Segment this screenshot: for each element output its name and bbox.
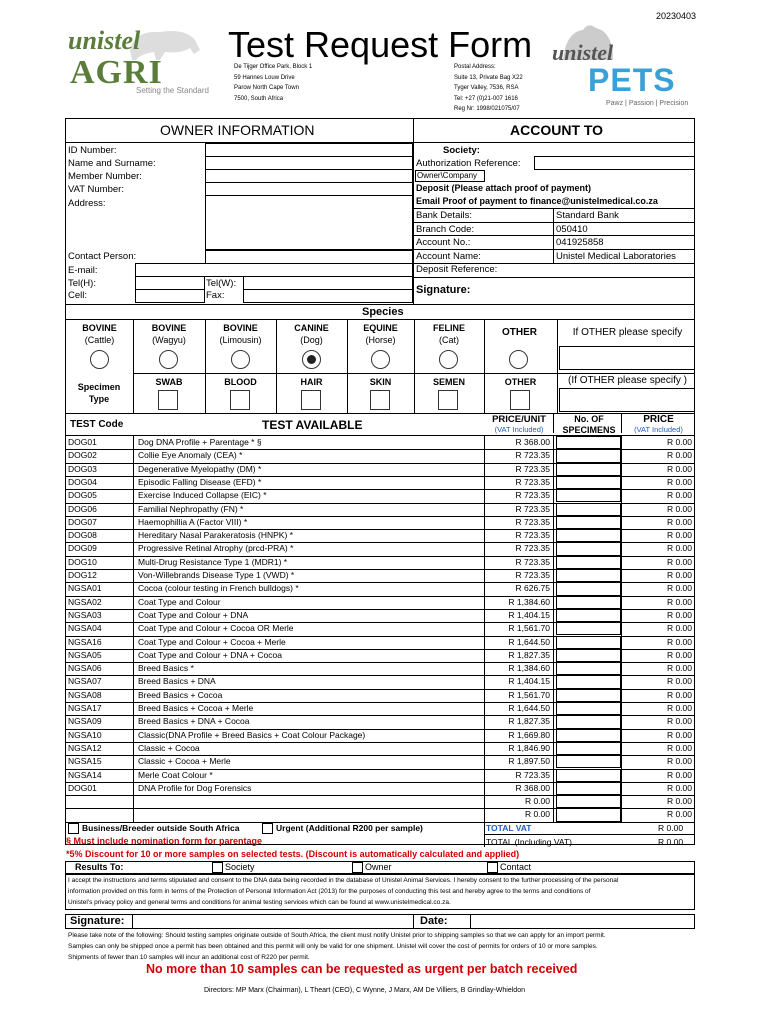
member-input[interactable] bbox=[205, 169, 413, 183]
specimen-count-input[interactable] bbox=[556, 649, 621, 662]
test-name: Familial Nephropathy (FN) * bbox=[138, 503, 244, 514]
species-label: FELINE (Cat) bbox=[432, 323, 465, 345]
specimen-type-label: HAIR bbox=[300, 377, 323, 387]
specimen-other-specify: (If OTHER please specify ) bbox=[568, 375, 687, 386]
test-code: NGSA02 bbox=[68, 596, 102, 607]
depref-label: Deposit Reference: bbox=[416, 264, 498, 275]
specimen-label: Specimen Type bbox=[77, 382, 121, 404]
test-code: DOG05 bbox=[68, 490, 97, 501]
row-price: R 0.00 bbox=[666, 556, 692, 567]
species-label: CANINE (Dog) bbox=[294, 323, 329, 345]
test-name: Classic(DNA Profile + Breed Basics + Coat Colour Package) bbox=[138, 729, 366, 740]
test-code: NGSA05 bbox=[68, 649, 102, 660]
species-label: BOVINE (Limousin) bbox=[219, 323, 262, 345]
specimen-count-input[interactable] bbox=[556, 675, 621, 688]
note-line-1: Please take note of the following: Should testing samples originate outside of South Africa, the client must notify Unistel prior to shipping samples so that we can apply for an import permit. bbox=[68, 932, 606, 939]
deposit-label: Deposit (Please attach proof of payment) bbox=[416, 183, 592, 193]
specimen-count-input[interactable] bbox=[556, 489, 621, 502]
row-price: R 0.00 bbox=[666, 703, 692, 713]
accno-value: 041925858 bbox=[556, 237, 604, 248]
specimen-count-input[interactable] bbox=[556, 503, 621, 516]
test-name: Coat Type and Colour + Cocoa OR Merle bbox=[138, 623, 294, 634]
urgent-label: Urgent (Additional R200 per sample) bbox=[276, 823, 423, 833]
society-label: Society: bbox=[443, 145, 480, 156]
test-code: DOG12 bbox=[68, 570, 97, 580]
test-name: Breed Basics * bbox=[138, 663, 194, 674]
species-radio[interactable] bbox=[439, 350, 458, 369]
row-price: R 0.00 bbox=[666, 636, 692, 647]
test-name: Classic + Cocoa + Merle bbox=[138, 756, 231, 767]
owner-company-option[interactable]: Owner\Company bbox=[415, 170, 485, 182]
test-code: NGSA06 bbox=[68, 663, 102, 674]
id-label: ID Number: bbox=[68, 145, 117, 156]
test-name: Merle Coat Colour * bbox=[138, 769, 213, 780]
postal-address: Postal Address: Suite 13, Private Bag X22 Tyger Valley, 7536, RSA Tel: +27 (0)21-007 1616 Reg Nr: 1998/021075/07 bbox=[454, 64, 523, 112]
test-code: DOG08 bbox=[68, 530, 97, 541]
row-price: R 0.00 bbox=[666, 689, 692, 700]
col-price-unit: PRICE/UNIT bbox=[492, 414, 546, 425]
specimen-type-checkbox[interactable] bbox=[438, 390, 458, 410]
document-number: 20230403 bbox=[656, 11, 697, 21]
specimen-count-input[interactable] bbox=[556, 689, 621, 702]
test-code: NGSA17 bbox=[68, 703, 102, 713]
results-society-checkbox[interactable] bbox=[212, 862, 223, 873]
specimen-count-input[interactable] bbox=[556, 516, 621, 529]
price-unit: R 1,827.35 bbox=[508, 716, 550, 727]
price-unit: R 723.35 bbox=[515, 516, 550, 527]
test-name: Von-Willebrands Disease Type 1 (VWD) * bbox=[138, 570, 295, 580]
price-unit: R 1,897.50 bbox=[508, 756, 550, 767]
specimen-count-input[interactable] bbox=[556, 755, 621, 768]
row-price: R 0.00 bbox=[666, 769, 692, 780]
vat-label: VAT Number: bbox=[68, 184, 124, 195]
address-input[interactable] bbox=[205, 195, 413, 250]
business-checkbox[interactable] bbox=[68, 823, 79, 834]
specimen-count-input[interactable] bbox=[556, 436, 621, 449]
test-code: NGSA08 bbox=[68, 689, 102, 700]
specimen-count-input[interactable] bbox=[556, 542, 621, 555]
specimen-count-input[interactable] bbox=[556, 463, 621, 476]
results-contact-checkbox[interactable] bbox=[487, 862, 498, 873]
contact-input[interactable] bbox=[205, 250, 413, 264]
row-price: R 0.00 bbox=[666, 609, 692, 620]
cell-input[interactable] bbox=[135, 289, 205, 303]
test-code: DOG06 bbox=[68, 503, 97, 514]
row-price: R 0.00 bbox=[666, 476, 692, 487]
specimen-type-checkbox[interactable] bbox=[370, 390, 390, 410]
consent-line-2: information provided on this form in terms of the Protection of Personal Information Act (2013) for the purposes of conducting this test and hereby agree to the terms and conditions of bbox=[68, 888, 591, 895]
total-vat-value: R 0.00 bbox=[658, 823, 684, 833]
test-code: NGSA15 bbox=[68, 756, 102, 767]
test-code: DOG07 bbox=[68, 516, 97, 527]
price-unit: R 723.35 bbox=[515, 503, 550, 514]
vat-input[interactable] bbox=[205, 182, 413, 196]
test-code: NGSA04 bbox=[68, 623, 102, 634]
price-unit: R 723.35 bbox=[515, 450, 550, 461]
specimen-count-input[interactable] bbox=[556, 449, 621, 462]
col-test-available: TEST AVAILABLE bbox=[262, 418, 363, 432]
total-label: TOTAL (Including VAT) bbox=[486, 837, 572, 847]
test-name: Hereditary Nasal Parakeratosis (HNPK) * bbox=[138, 530, 293, 541]
specimen-count-input[interactable] bbox=[556, 808, 621, 821]
specimen-type-checkbox[interactable] bbox=[230, 390, 250, 410]
total-value: R 0.00 bbox=[658, 837, 684, 847]
specimen-type-checkbox[interactable] bbox=[158, 390, 178, 410]
specimen-count-input[interactable] bbox=[556, 729, 621, 742]
species-other-specify: If OTHER please specify bbox=[572, 327, 683, 338]
specimen-count-input[interactable] bbox=[556, 609, 621, 622]
price-unit: R 1,669.80 bbox=[508, 729, 550, 740]
results-owner-checkbox[interactable] bbox=[352, 862, 363, 873]
row-price: R 0.00 bbox=[666, 716, 692, 727]
bank-value: Standard Bank bbox=[556, 210, 619, 221]
name-input[interactable] bbox=[205, 156, 413, 170]
specimen-count-input[interactable] bbox=[556, 622, 621, 635]
test-code: DOG04 bbox=[68, 476, 97, 487]
signature-label: Signature: bbox=[70, 915, 125, 927]
species-label: BOVINE (Wagyu) bbox=[151, 323, 187, 345]
test-name: Degenerative Myelopathy (DM) * bbox=[138, 463, 262, 474]
id-input[interactable] bbox=[205, 143, 413, 157]
specimen-other-input[interactable] bbox=[559, 388, 695, 412]
row-price: R 0.00 bbox=[666, 809, 692, 820]
species-other-input[interactable] bbox=[559, 346, 695, 370]
test-name: Collie Eye Anomaly (CEA) * bbox=[138, 450, 243, 461]
specimen-count-input[interactable] bbox=[556, 569, 621, 582]
row-price: R 0.00 bbox=[666, 516, 692, 527]
price-unit: R 0.00 bbox=[524, 796, 550, 807]
telw-input[interactable] bbox=[243, 276, 413, 290]
price-unit: R 368.00 bbox=[515, 782, 550, 793]
auth-label: Authorization Reference: bbox=[416, 158, 521, 169]
price-unit: R 723.35 bbox=[515, 570, 550, 580]
price-unit: R 1,561.70 bbox=[508, 689, 550, 700]
test-name: Coat Type and Colour bbox=[138, 596, 221, 607]
telh-input[interactable] bbox=[135, 276, 205, 290]
unistel-agri-logo: unistel AGRI Setting the Standard bbox=[64, 20, 214, 100]
test-name: Breed Basics + Cocoa bbox=[138, 689, 223, 700]
species-radio[interactable] bbox=[231, 350, 250, 369]
branch-value: 050410 bbox=[556, 224, 588, 235]
test-code: DOG01 bbox=[68, 437, 97, 447]
row-price: R 0.00 bbox=[666, 463, 692, 474]
test-code: DOG09 bbox=[68, 543, 97, 554]
telh-label: Tel(H): bbox=[68, 278, 96, 289]
price-unit: R 723.35 bbox=[515, 476, 550, 487]
date-input[interactable] bbox=[471, 915, 694, 928]
test-name: Cocoa (colour testing in French bulldogs) * bbox=[138, 583, 299, 594]
species-other-label: OTHER bbox=[502, 327, 537, 338]
contact-label: Contact Person: bbox=[68, 251, 137, 262]
specimen-type-checkbox[interactable] bbox=[510, 390, 530, 410]
specimen-count-input[interactable] bbox=[556, 769, 621, 782]
row-price: R 0.00 bbox=[666, 570, 692, 580]
test-code: NGSA01 bbox=[68, 583, 102, 594]
address-label: Address: bbox=[68, 198, 106, 209]
row-price: R 0.00 bbox=[666, 623, 692, 634]
specimen-count-input[interactable] bbox=[556, 596, 621, 609]
page-title: Test Request Form bbox=[228, 24, 533, 65]
price-unit: R 368.00 bbox=[515, 437, 550, 447]
row-price: R 0.00 bbox=[666, 782, 692, 793]
species-radio[interactable] bbox=[90, 350, 109, 369]
test-code: NGSA14 bbox=[68, 769, 102, 780]
test-name: Coat Type and Colour + Cocoa + Merle bbox=[138, 636, 286, 647]
test-name: Classic + Cocoa bbox=[138, 742, 200, 753]
directors: Directors: MP Marx (Chairman), L Theart (CEO), C Wynne, J Marx, AM De Villiers, B Grindlay-Whieldon bbox=[204, 987, 525, 994]
price-unit: R 1,827.35 bbox=[508, 649, 550, 660]
price-unit: R 1,644.50 bbox=[508, 636, 550, 647]
owner-heading: OWNER INFORMATION bbox=[160, 122, 315, 138]
email-label: E-mail: bbox=[68, 265, 98, 276]
price-unit: R 1,846.90 bbox=[508, 742, 550, 753]
telw-label: Tel(W): bbox=[206, 278, 237, 289]
price-unit: R 723.35 bbox=[515, 769, 550, 780]
test-name: Haemophillia A (Factor VIII) * bbox=[138, 516, 248, 527]
species-heading: Species bbox=[362, 306, 404, 318]
test-code: NGSA10 bbox=[68, 729, 102, 740]
test-name: Multi-Drug Resistance Type 1 (MDR1) * bbox=[138, 556, 288, 567]
test-name: Breed Basics + Cocoa + Merle bbox=[138, 703, 254, 713]
business-label: Business/Breeder outside South Africa bbox=[82, 823, 240, 833]
species-radio[interactable] bbox=[302, 350, 321, 369]
test-name: DNA Profile for Dog Forensics bbox=[138, 782, 252, 793]
col-no-specimens: No. OF bbox=[574, 414, 604, 424]
urgent-limit-note: No more than 10 samples can be requested as urgent per batch received bbox=[146, 962, 578, 976]
species-other-radio[interactable] bbox=[509, 350, 528, 369]
specimen-count-input[interactable] bbox=[556, 702, 621, 715]
specimen-type-label: SEMEN bbox=[432, 377, 465, 387]
note-line-3: Shipments of fewer than 10 samples will incur an additional cost of R220 per permit. bbox=[68, 954, 310, 961]
test-code: NGSA03 bbox=[68, 609, 102, 620]
fax-input[interactable] bbox=[243, 289, 413, 303]
test-name: Dog DNA Profile + Parentage * § bbox=[138, 437, 262, 447]
price-unit: R 1,561.70 bbox=[508, 623, 550, 634]
test-code: DOG02 bbox=[68, 450, 97, 461]
total-vat-label: TOTAL VAT bbox=[486, 823, 532, 833]
fax-label: Fax: bbox=[206, 290, 225, 301]
row-price: R 0.00 bbox=[666, 450, 692, 461]
test-name: Progressive Retinal Atrophy (prcd-PRA) * bbox=[138, 543, 294, 554]
row-price: R 0.00 bbox=[666, 583, 692, 594]
price-unit: R 1,384.60 bbox=[508, 663, 550, 674]
price-unit: R 723.35 bbox=[515, 543, 550, 554]
species-label: EQUINE (Horse) bbox=[363, 323, 398, 345]
test-code: DOG01 bbox=[68, 782, 97, 793]
signature-input[interactable] bbox=[133, 915, 412, 928]
member-label: Member Number: bbox=[68, 171, 142, 182]
price-unit: R 0.00 bbox=[524, 809, 550, 820]
row-price: R 0.00 bbox=[666, 503, 692, 514]
unistel-pets-logo: unistel PETS Pawz | Passion | Precision bbox=[548, 22, 698, 112]
price-unit: R 1,404.15 bbox=[508, 676, 550, 687]
specimen-type-label: SKIN bbox=[369, 377, 392, 387]
row-price: R 0.00 bbox=[666, 543, 692, 554]
specimen-count-input[interactable] bbox=[556, 715, 621, 728]
specimen-type-label: BLOOD bbox=[224, 377, 257, 387]
name-label: Name and Surname: bbox=[68, 158, 156, 169]
row-price: R 0.00 bbox=[666, 530, 692, 541]
row-price: R 0.00 bbox=[666, 437, 692, 447]
row-price: R 0.00 bbox=[666, 676, 692, 687]
physical-address: De Tijger Office Park, Block 1 59 Hannes Louw Drive Parow North Cape Town 7500, South Africa bbox=[234, 64, 313, 102]
specimen-type-label: SWAB bbox=[155, 377, 183, 387]
specimen-count-input[interactable] bbox=[556, 662, 621, 675]
consent-line-1: I accept the instructions and terms stipulated and consent to the DNA data being recorded in the database of Unistel Animal Services. I hereby consent to the further processing of the personal bbox=[68, 877, 619, 884]
test-code: DOG03 bbox=[68, 463, 97, 474]
col-test-code: TEST Code bbox=[70, 419, 124, 430]
urgent-checkbox[interactable] bbox=[262, 823, 273, 834]
discount-note: *5% Discount for 10 or more samples on selected tests. (Discount is automatically calculated and applied) bbox=[66, 849, 520, 859]
test-name: Breed Basics + DNA bbox=[138, 676, 216, 687]
price-unit: R 626.75 bbox=[515, 583, 550, 594]
test-code: NGSA12 bbox=[68, 742, 102, 753]
specimen-count-input[interactable] bbox=[556, 556, 621, 569]
account-signature-label: Signature: bbox=[416, 284, 471, 296]
row-price: R 0.00 bbox=[666, 663, 692, 674]
row-price: R 0.00 bbox=[666, 742, 692, 753]
specimen-type-label: OTHER bbox=[504, 377, 537, 387]
specimen-count-input[interactable] bbox=[556, 529, 621, 542]
test-code: DOG10 bbox=[68, 556, 97, 567]
cell-label: Cell: bbox=[68, 290, 88, 301]
specimen-count-input[interactable] bbox=[556, 582, 621, 595]
row-price: R 0.00 bbox=[666, 796, 692, 807]
price-unit: R 1,644.50 bbox=[508, 703, 550, 713]
specimen-count-input[interactable] bbox=[556, 795, 621, 808]
accname-value: Unistel Medical Laboratories bbox=[556, 251, 676, 262]
species-radio[interactable] bbox=[159, 350, 178, 369]
test-name: Breed Basics + DNA + Cocoa bbox=[138, 716, 250, 727]
specimen-count-input[interactable] bbox=[556, 742, 621, 755]
consent-line-3: Unistel's privacy policy and general terms and conditions for animal testing services which can be found at www.unistelmedical.co.za. bbox=[68, 899, 451, 906]
test-code: NGSA16 bbox=[68, 636, 102, 647]
note-line-2: Samples can only be shipped once a permit has been obtained and this permit will only be valid for one shipment. Unistel will cover the cost of permits for orders of 10 or more samples. bbox=[68, 943, 598, 950]
price-unit: R 1,384.60 bbox=[508, 596, 550, 607]
test-name: Episodic Falling Disease (EFD) * bbox=[138, 476, 262, 487]
row-price: R 0.00 bbox=[666, 729, 692, 740]
row-price: R 0.00 bbox=[666, 596, 692, 607]
test-name: Exercise Induced Collapse (EIC) * bbox=[138, 490, 267, 501]
nomination-note: § Must include nomination form for parentage bbox=[66, 836, 263, 846]
test-name: Coat Type and Colour + DNA bbox=[138, 609, 249, 620]
specimen-count-input[interactable] bbox=[556, 782, 621, 795]
price-unit: R 723.35 bbox=[515, 530, 550, 541]
date-label: Date: bbox=[420, 915, 448, 927]
species-radio[interactable] bbox=[371, 350, 390, 369]
test-code: NGSA09 bbox=[68, 716, 102, 727]
specimen-count-input[interactable] bbox=[556, 476, 621, 489]
col-price: PRICE bbox=[643, 414, 674, 425]
results-label: Results To: bbox=[75, 862, 124, 872]
price-unit: R 723.35 bbox=[515, 556, 550, 567]
species-label: BOVINE (Cattle) bbox=[82, 323, 117, 345]
row-price: R 0.00 bbox=[666, 649, 692, 660]
price-unit: R 1,404.15 bbox=[508, 609, 550, 620]
specimen-count-input[interactable] bbox=[556, 636, 621, 649]
email-input[interactable] bbox=[135, 263, 413, 277]
specimen-type-checkbox[interactable] bbox=[301, 390, 321, 410]
test-code: NGSA07 bbox=[68, 676, 102, 687]
row-price: R 0.00 bbox=[666, 756, 692, 767]
price-unit: R 723.35 bbox=[515, 490, 550, 501]
row-price: R 0.00 bbox=[666, 490, 692, 501]
test-name: Coat Type and Colour + DNA + Cocoa bbox=[138, 649, 282, 660]
price-unit: R 723.35 bbox=[515, 463, 550, 474]
account-heading: ACCOUNT TO bbox=[510, 122, 604, 138]
email-proof-label: Email Proof of payment to finance@unistelmedical.co.za bbox=[416, 196, 658, 206]
auth-input[interactable] bbox=[534, 156, 695, 170]
